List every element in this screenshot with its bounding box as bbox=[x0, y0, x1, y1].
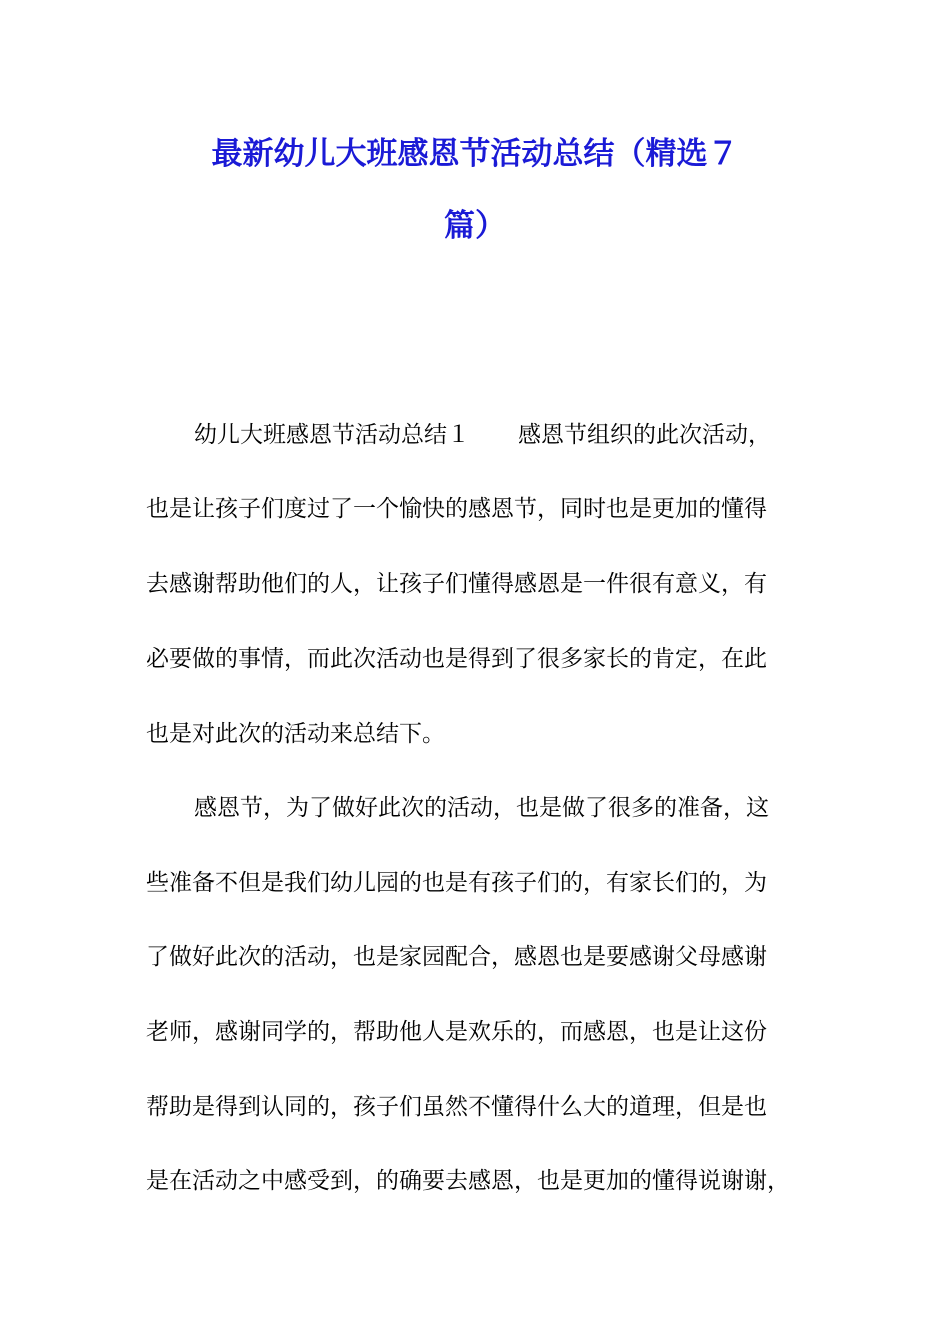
paragraph-1-first-line bbox=[194, 420, 771, 450]
paragraph-2-line-5: 帮助是得到认同的，孩子们虽然不懂得什么大的道理，但是也 bbox=[146, 1094, 767, 1120]
paragraph-1-line-3: 去感谢帮助他们的人，让孩子们懂得感恩是一件很有意义，有 bbox=[146, 571, 767, 597]
paragraph-2-line-1: 感恩节，为了做好此次的活动，也是做了很多的准备，这 bbox=[194, 795, 769, 821]
paragraph-2-line-3: 了做好此次的活动，也是家园配合，感恩也是要感谢父母感谢 bbox=[146, 944, 767, 970]
document-title-line-2: 篇） bbox=[444, 208, 506, 244]
paragraph-1-lead: 感恩节组织的此次活动， bbox=[518, 422, 771, 448]
paragraph-1-line-4: 必要做的事情，而此次活动也是得到了很多家长的肯定，在此 bbox=[146, 646, 767, 672]
section-heading: 幼儿大班感恩节活动总结１ bbox=[194, 422, 470, 448]
paragraph-2-line-4: 老师，感谢同学的，帮助他人是欢乐的，而感恩，也是让这份 bbox=[146, 1019, 767, 1045]
document-title-line-1: 最新幼儿大班感恩节活动总结（精选７ bbox=[211, 136, 739, 172]
paragraph-2-line-2: 些准备不但是我们幼儿园的也是有孩子们的，有家长们的，为 bbox=[146, 870, 767, 896]
paragraph-2-line-6: 是在活动之中感受到，的确要去感恩，也是更加的懂得说谢谢， bbox=[146, 1168, 790, 1194]
paragraph-1-line-2: 也是让孩子们度过了一个愉快的感恩节，同时也是更加的懂得 bbox=[146, 496, 767, 522]
paragraph-1-line-5: 也是对此次的活动来总结下。 bbox=[146, 721, 445, 747]
